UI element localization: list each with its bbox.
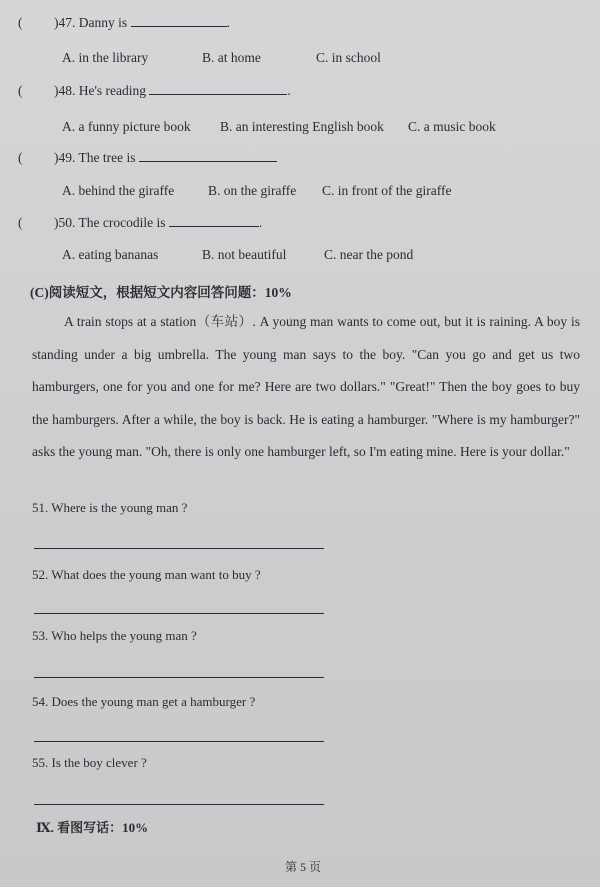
question-48: [18, 82, 291, 99]
options-50: [62, 247, 413, 263]
answer-line-53[interactable]: [34, 677, 324, 678]
option-c[interactable]: C. near the pond: [324, 247, 414, 262]
comprehension-question-54: 54. Does the young man get a hamburger ?: [32, 694, 256, 709]
option-b[interactable]: B. at home: [202, 50, 261, 65]
option-c[interactable]: C. in front of the giraffe: [322, 183, 452, 198]
section-ix-title: Ⅸ. 看图写话：10%: [36, 820, 149, 835]
answer-line-55[interactable]: [34, 804, 324, 805]
fill-blank[interactable]: [169, 214, 259, 227]
question-suffix: .: [226, 15, 230, 30]
section-c-title: (C)阅读短文，根据短文内容回答问题：10%: [30, 285, 292, 300]
question-text: )49. The tree is: [54, 150, 136, 165]
question-text: )48. He's reading: [54, 83, 147, 98]
options-47: [62, 50, 381, 66]
question-50: [18, 214, 262, 231]
answer-parenthesis[interactable]: (: [18, 215, 23, 230]
answer-line-54[interactable]: [34, 741, 324, 742]
answer-line-52[interactable]: [34, 613, 324, 614]
option-b[interactable]: B. on the giraffe: [208, 183, 297, 198]
option-a[interactable]: A. in the library: [62, 50, 149, 65]
question-suffix: .: [258, 215, 263, 230]
answer-parenthesis[interactable]: (: [18, 150, 23, 165]
option-a[interactable]: A. a funny picture book: [62, 119, 191, 134]
comprehension-question-52: 52. What does the young man want to buy ?: [32, 567, 261, 582]
answer-parenthesis[interactable]: (: [18, 83, 23, 98]
fill-blank[interactable]: [139, 149, 277, 162]
question-47: [18, 14, 230, 31]
option-a[interactable]: A. behind the giraffe: [62, 183, 175, 198]
options-49: [62, 183, 451, 199]
comprehension-question-55: 55. Is the boy clever ?: [32, 755, 147, 770]
page-number: 第 5 页: [285, 860, 322, 874]
options-48: [62, 119, 496, 135]
reading-passage: A train stops at a station（车站）. A young man wants to come out, but it is raining. A boy is standing under a big umbrella. The young man says to the boy. "Can you go and get us two hamburgers, one for you and one for me? Here are two dollars." "Great!" Then the boy goes to buy the hamburgers. After a while, the boy is back. He is eating a hamburger. "Where is my hamburger?" asks the young man. "Oh, there is only one hamburger left, so I'm eating mine. Here is your dollar.": [32, 314, 580, 459]
answer-line-51[interactable]: [34, 548, 324, 549]
fill-blank[interactable]: [131, 14, 227, 27]
option-b[interactable]: B. not beautiful: [202, 247, 287, 262]
option-c[interactable]: C. in school: [316, 50, 381, 65]
answer-parenthesis[interactable]: (: [18, 15, 23, 30]
comprehension-question-51: 51. Where is the young man ?: [32, 500, 188, 515]
question-text: )47. Danny is: [54, 15, 128, 30]
question-49: [18, 149, 277, 166]
option-a[interactable]: A. eating bananas: [62, 247, 159, 262]
fill-blank[interactable]: [149, 82, 287, 95]
option-c[interactable]: C. a music book: [408, 119, 496, 134]
option-b[interactable]: B. an interesting English book: [220, 119, 384, 134]
question-suffix: .: [287, 83, 291, 98]
question-text: )50. The crocodile is: [54, 215, 166, 230]
comprehension-question-53: 53. Who helps the young man ?: [32, 628, 197, 643]
